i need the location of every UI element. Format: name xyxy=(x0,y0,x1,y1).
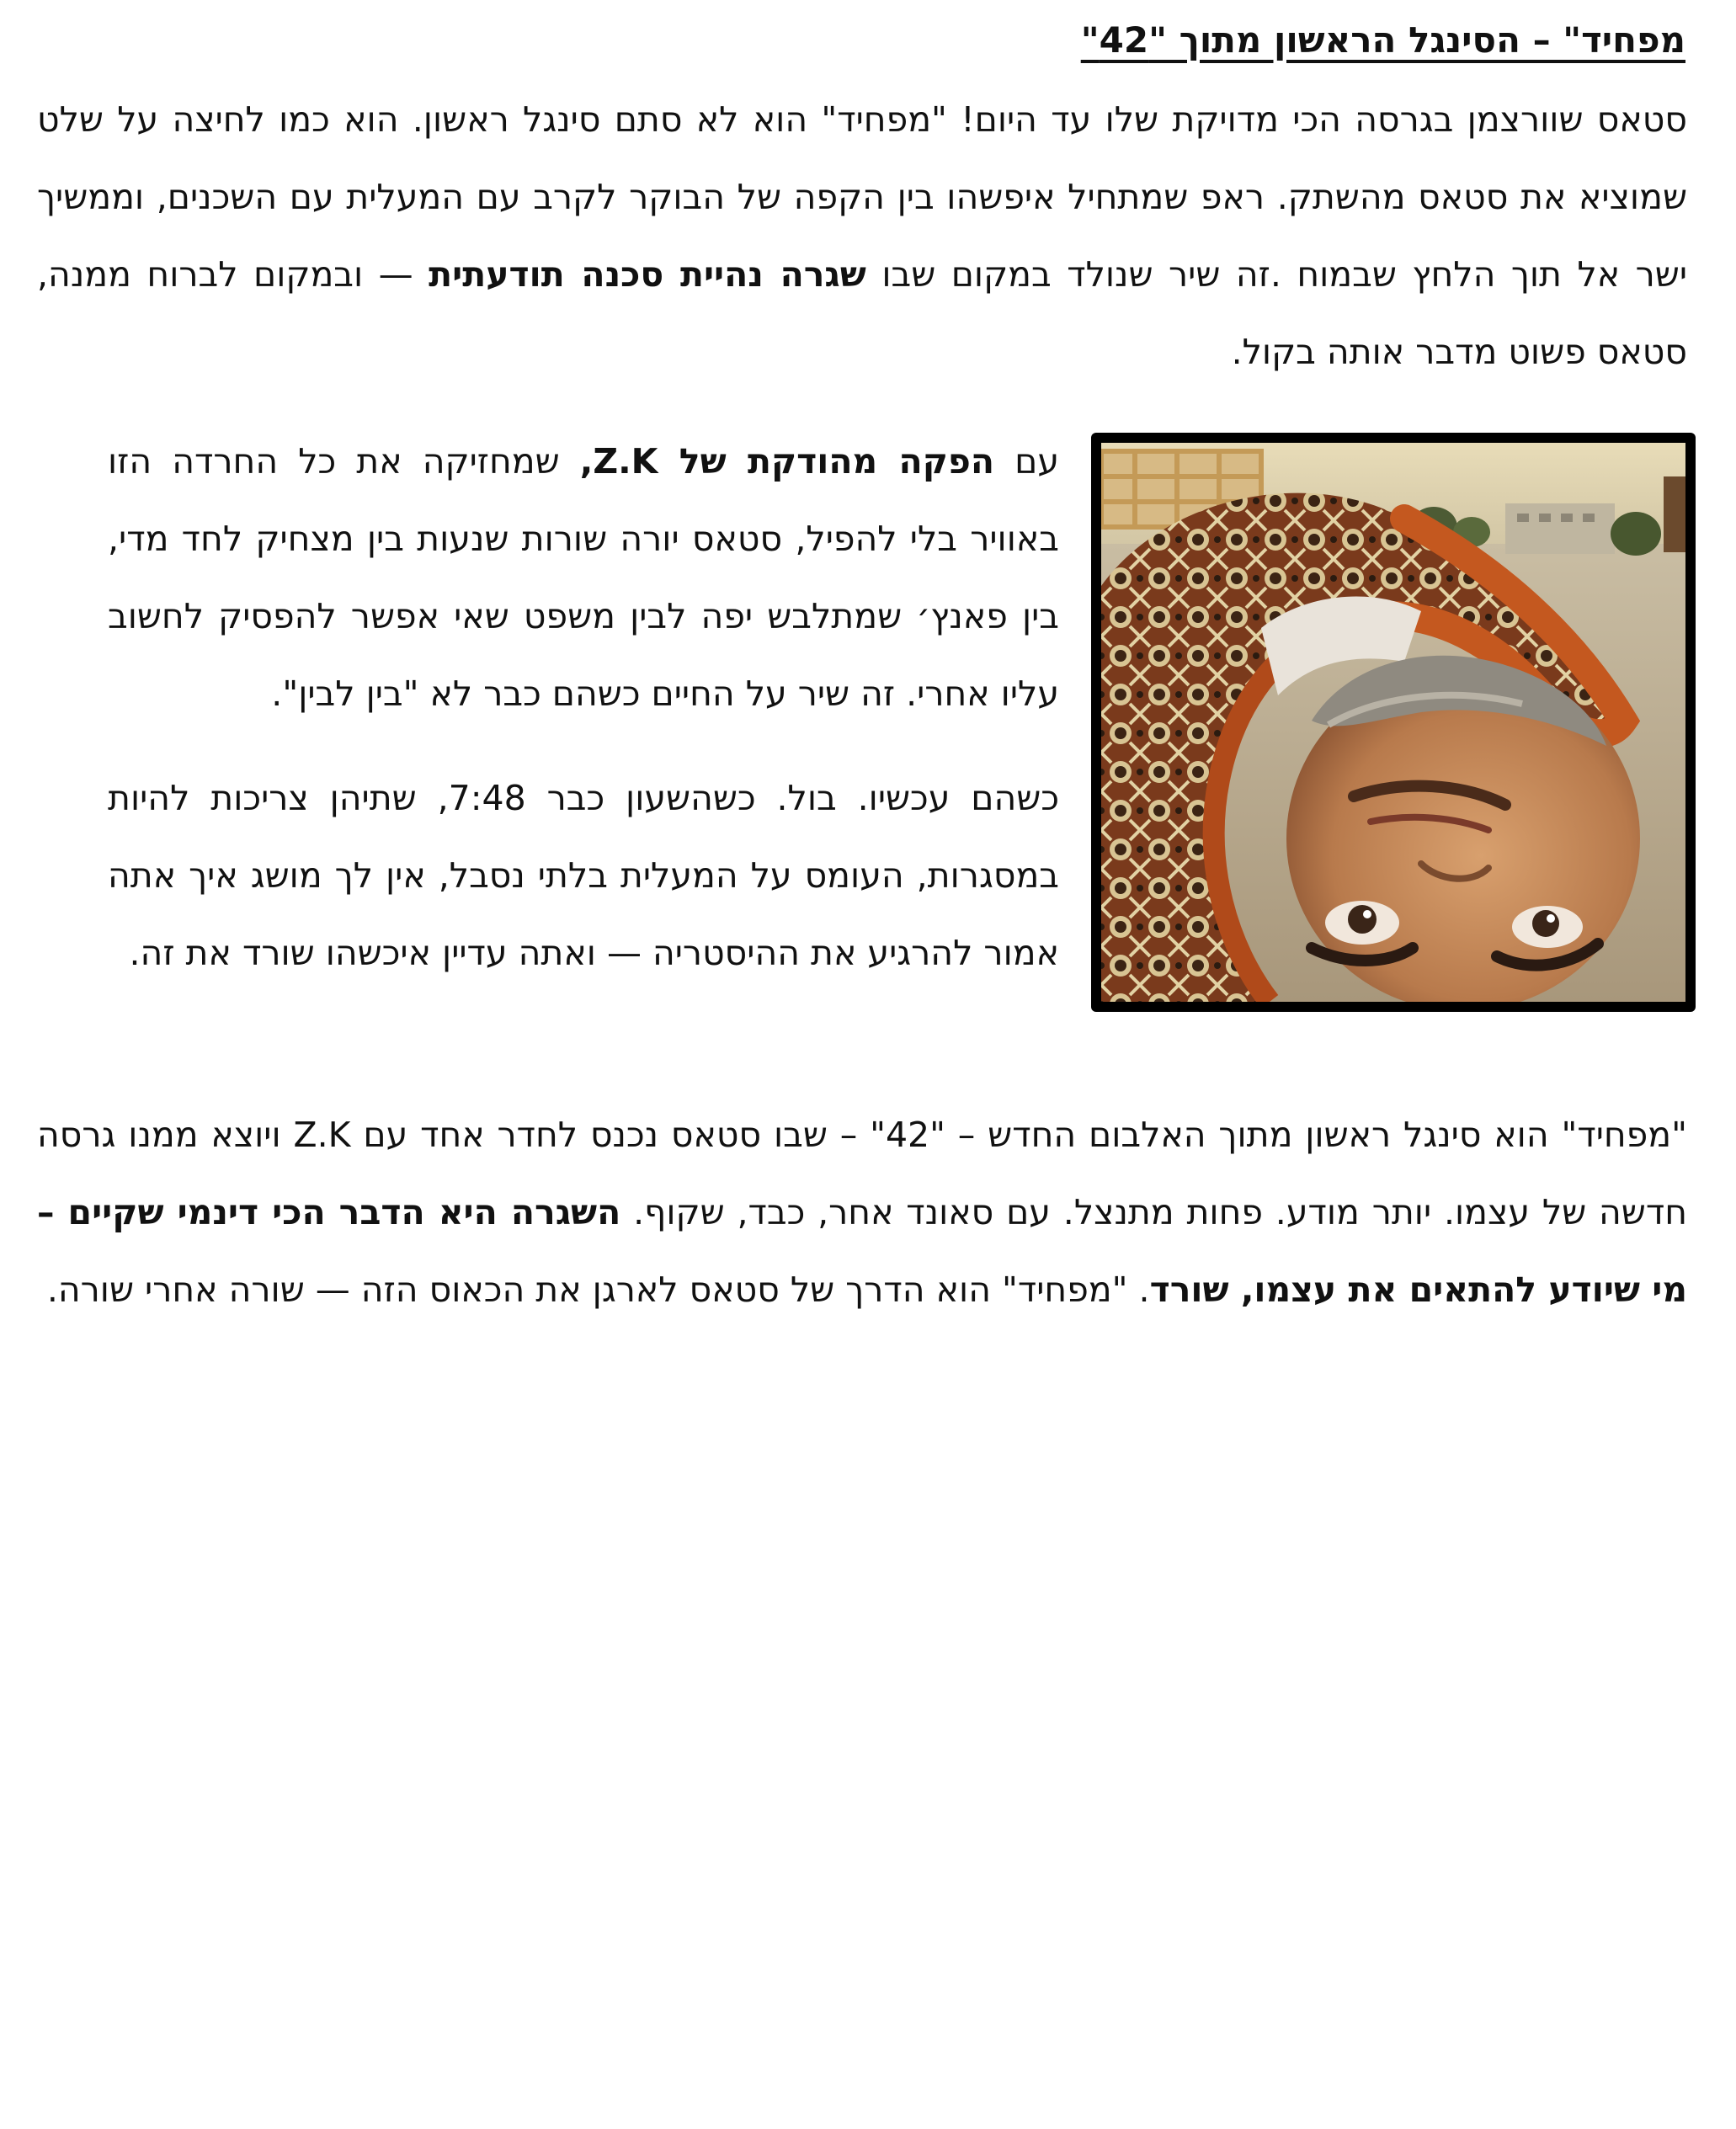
intro-text-start: סטאס שוורצמן בגרסה הכי מדויקת שלו עד היום! "מפחיד" הוא לא סתם סינגל ראשון. הוא כמו לחיצה על שלט שמוציא את סטאס מהשתק. ראפ שמתחיל איפשהו בין הקפה של הבוקר לקרב עם המעלית עם השכנים, וממשיך ישר אל תוך הלחץ שבמוח .זה שיר שנולד במקום שבו xyxy=(37,99,1687,295)
article-title: מפחיד" – הסינגל הראשון מתוך "42" xyxy=(1080,19,1685,61)
morning-paragraph: כשהם עכשיו. בול. כשהשעון כבר 7:48, שתיהן צריכות להיות במסגרות, העומס על המעלית בלתי נסבל, אין לך מושג איך אתה אמור להרגיע את ההיסטריה — ואתה עדיין איכשהו שורד את זה. xyxy=(108,778,1060,973)
production-text-start: עם xyxy=(994,441,1059,482)
artist-photo-illustration xyxy=(1101,443,1685,1002)
intro-bold-text: שגרה נהיית סכנה תודעתית xyxy=(429,254,866,295)
production-paragraph xyxy=(108,423,1059,732)
album-paragraph xyxy=(37,1096,1687,1328)
intro-paragraph xyxy=(37,81,1687,391)
album-text-end: . "מפחיד" הוא הדרך של סטאס לארגן את הכאוס הזה — שורה אחרי שורה. xyxy=(46,1269,1150,1310)
production-bold-text: הפקה מהודקת של Z.K, xyxy=(579,441,995,482)
album-bold-text: השגרה היא הדבר הכי דינמי שקיים – מי שיודע להתאים את עצמו, שורד xyxy=(37,1192,1687,1310)
production-text-end: שמחזיקה את כל החרדה הזו באוויר בלי להפיל, סטאס יורה שורות שנעות בין מצחיק לחד מדי, בין פאנץ׳ שמתלבש יפה לבין משפט שאי אפשר להפסיק לחשוב עליו אחרי. זה שיר על החיים כשהם כבר לא "בין לבין". xyxy=(108,441,1059,714)
artist-photo xyxy=(1091,433,1696,1012)
eye-right xyxy=(1512,906,1583,948)
album-text-start: "מפחיד" הוא סינגל ראשון מתוך האלבום החדש – "42" – שבו סטאס נכנס לחדר אחד עם Z.K ויוצא ממנו גרסה חדשה של עצמו. יותר מודע. פחות מתנצל. עם סאונד אחר, כבד, שקוף. xyxy=(37,1115,1688,1232)
eye-left xyxy=(1325,901,1399,945)
intro-text-end: — ובמקום לברוח ממנה, סטאס פשוט מדבר אותה בקול. xyxy=(37,254,1687,372)
